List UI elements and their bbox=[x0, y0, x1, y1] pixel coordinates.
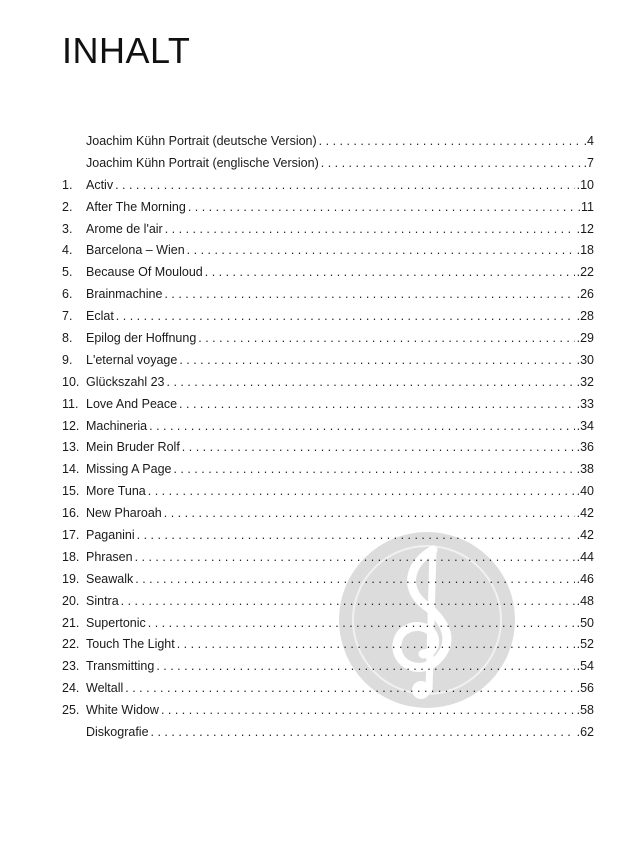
toc-entry bbox=[62, 703, 594, 725]
dot-leader bbox=[165, 222, 575, 236]
toc-entry-page: .7 bbox=[583, 155, 594, 170]
toc-entry bbox=[62, 637, 594, 659]
toc-entry-number: 14. bbox=[62, 462, 80, 477]
dot-leader bbox=[187, 243, 575, 257]
toc-entry-page: .44 bbox=[576, 549, 594, 564]
dot-leader bbox=[164, 287, 574, 301]
toc-entry-title: Paganini bbox=[86, 528, 135, 543]
toc-entry-title: L'eternal voyage bbox=[86, 352, 178, 367]
toc-entry-page: .12 bbox=[576, 221, 594, 236]
dot-leader bbox=[205, 265, 575, 279]
toc-entry bbox=[62, 681, 594, 703]
dot-leader bbox=[188, 200, 576, 214]
toc-entry-title: Touch The Light bbox=[86, 637, 175, 652]
toc-entry bbox=[62, 243, 594, 265]
toc-entry bbox=[62, 506, 594, 528]
dot-leader bbox=[177, 637, 575, 651]
dot-leader bbox=[148, 484, 575, 498]
dot-leader bbox=[319, 134, 582, 148]
toc-entry-title: Eclat bbox=[86, 309, 114, 324]
toc-entry-number: 24. bbox=[62, 681, 80, 696]
toc-entry-page: .11 bbox=[577, 199, 594, 214]
toc-entry bbox=[62, 397, 594, 419]
toc-entry-page: .42 bbox=[576, 528, 594, 543]
toc-entry bbox=[62, 594, 594, 616]
toc-entry-title: More Tuna bbox=[86, 484, 146, 499]
toc-entry bbox=[62, 156, 594, 178]
toc-entry-title: Machineria bbox=[86, 418, 148, 433]
dot-leader bbox=[148, 616, 575, 630]
toc-entry-number: 13. bbox=[62, 440, 80, 455]
toc-entry-number: 21. bbox=[62, 615, 80, 630]
toc-entry-number: 22. bbox=[62, 637, 80, 652]
toc-entry-number: 5. bbox=[62, 265, 73, 280]
toc-entry bbox=[62, 375, 594, 397]
dot-leader bbox=[198, 331, 574, 345]
toc-entry-page: .34 bbox=[576, 418, 594, 433]
toc-entry-title: Joachim Kühn Portrait (englische Version) bbox=[86, 155, 319, 170]
toc-entry-number: 4. bbox=[62, 243, 73, 258]
toc-entry-number: 12. bbox=[62, 418, 80, 433]
toc-entry-number: 9. bbox=[62, 352, 73, 367]
toc-entry-title: Weltall bbox=[86, 681, 124, 696]
toc-entry-number: 3. bbox=[62, 221, 73, 236]
toc-entry-page: .48 bbox=[576, 593, 594, 608]
toc-entry bbox=[62, 550, 594, 572]
dot-leader bbox=[149, 419, 574, 433]
dot-leader bbox=[156, 659, 574, 673]
toc-entry-title: Diskografie bbox=[86, 725, 149, 740]
toc-entry bbox=[62, 440, 594, 462]
dot-leader bbox=[115, 178, 575, 192]
toc-entry-page: .22 bbox=[576, 265, 594, 280]
toc-entry bbox=[62, 419, 594, 441]
dot-leader bbox=[179, 397, 575, 411]
toc-entry-title: New Pharoah bbox=[86, 506, 162, 521]
dot-leader bbox=[116, 309, 575, 323]
toc-entry-title: Joachim Kühn Portrait (deutsche Version) bbox=[86, 134, 317, 148]
toc-entry bbox=[62, 572, 594, 594]
toc-entry bbox=[62, 659, 594, 681]
toc-entry-number: 6. bbox=[62, 287, 73, 302]
toc-entry-number: 7. bbox=[62, 309, 73, 324]
toc-entry-number: 16. bbox=[62, 506, 80, 521]
toc-entry-number: 20. bbox=[62, 593, 80, 608]
toc-entry-page: .46 bbox=[576, 571, 594, 586]
toc-entry-page: .54 bbox=[576, 659, 594, 674]
dot-leader bbox=[167, 375, 575, 389]
dot-leader bbox=[161, 703, 575, 717]
toc-entry-page: .30 bbox=[576, 352, 594, 367]
toc-entry-page: .36 bbox=[576, 440, 594, 455]
toc-entry-page: .56 bbox=[576, 681, 594, 696]
toc-entry-title: Mein Bruder Rolf bbox=[86, 440, 180, 455]
toc-entry-title: Glückszahl 23 bbox=[86, 374, 165, 389]
toc-entry-number: 10. bbox=[62, 374, 80, 389]
toc-entry-title: Sintra bbox=[86, 593, 119, 608]
toc-entry-number: 15. bbox=[62, 484, 80, 499]
toc-entry-page: .32 bbox=[576, 374, 594, 389]
toc-entry-page: .42 bbox=[576, 506, 594, 521]
toc-entry-page: .4 bbox=[583, 134, 594, 148]
toc-entry bbox=[62, 331, 594, 353]
toc-entry-title: Transmitting bbox=[86, 659, 155, 674]
toc-entry-title: Missing A Page bbox=[86, 462, 172, 477]
toc-entry-page: .52 bbox=[576, 637, 594, 652]
toc-entry-page: .10 bbox=[576, 177, 594, 192]
toc-entry bbox=[62, 134, 594, 156]
toc-entry-number: 18. bbox=[62, 549, 80, 564]
page-title: INHALT bbox=[62, 30, 191, 71]
toc-entry-page: .58 bbox=[576, 703, 594, 718]
dot-leader bbox=[135, 550, 575, 564]
toc-entry-number: 25. bbox=[62, 703, 80, 718]
toc-entry-title: Activ bbox=[86, 177, 114, 192]
toc-entry-title: Arome de l'air bbox=[86, 221, 163, 236]
toc-entry bbox=[62, 309, 594, 331]
toc-entry-page: .29 bbox=[576, 331, 594, 346]
toc-entry-number: 23. bbox=[62, 659, 80, 674]
toc-entry-page: .62 bbox=[576, 725, 594, 740]
toc-entry-title: Because Of Mouloud bbox=[86, 265, 203, 280]
toc-entry-page: .33 bbox=[576, 396, 594, 411]
toc-entry-title: Epilog der Hoffnung bbox=[86, 331, 197, 346]
dot-leader bbox=[164, 506, 575, 520]
toc-entry-title: Brainmachine bbox=[86, 287, 163, 302]
dot-leader bbox=[121, 594, 575, 608]
dot-leader bbox=[321, 156, 582, 170]
toc-entry-title: Love And Peace bbox=[86, 396, 178, 411]
toc-entry bbox=[62, 287, 594, 309]
toc-entry bbox=[62, 462, 594, 484]
toc-entry bbox=[62, 353, 594, 375]
dot-leader bbox=[135, 572, 574, 586]
toc-entry-title: Supertonic bbox=[86, 615, 146, 630]
toc-entry bbox=[62, 200, 594, 222]
dot-leader bbox=[179, 353, 574, 367]
dot-leader bbox=[182, 440, 575, 454]
toc-entry-page: .38 bbox=[576, 462, 594, 477]
dot-leader bbox=[173, 462, 574, 476]
toc-entry-number: 8. bbox=[62, 331, 73, 346]
dot-leader bbox=[125, 681, 574, 695]
toc-entry-page: .50 bbox=[576, 615, 594, 630]
toc-entry-page: .18 bbox=[576, 243, 594, 258]
toc-entry bbox=[62, 222, 594, 244]
toc-entry-title: Phrasen bbox=[86, 549, 133, 564]
toc-entry-title: Barcelona – Wien bbox=[86, 243, 185, 258]
toc-entry-title: White Widow bbox=[86, 703, 159, 718]
toc-entry-title: Seawalk bbox=[86, 571, 134, 586]
toc-entry-number: 2. bbox=[62, 199, 73, 214]
toc-entry-title: After The Morning bbox=[86, 199, 186, 214]
dot-leader bbox=[151, 725, 575, 739]
toc-entry bbox=[62, 484, 594, 506]
toc-entry-number: 17. bbox=[62, 528, 80, 543]
toc-entry bbox=[62, 725, 594, 747]
toc-entry-page: .28 bbox=[576, 309, 594, 324]
toc-entry-page: .40 bbox=[576, 484, 594, 499]
toc-entry bbox=[62, 265, 594, 287]
toc-entry-number: 1. bbox=[62, 177, 73, 192]
dot-leader bbox=[137, 528, 575, 542]
toc-entry bbox=[62, 178, 594, 200]
toc-entry-number: 11. bbox=[62, 396, 79, 411]
toc-entry bbox=[62, 616, 594, 638]
toc-entry-page: .26 bbox=[576, 287, 594, 302]
toc-entry bbox=[62, 528, 594, 550]
table-of-contents bbox=[62, 134, 594, 747]
toc-entry-number: 19. bbox=[62, 571, 80, 586]
